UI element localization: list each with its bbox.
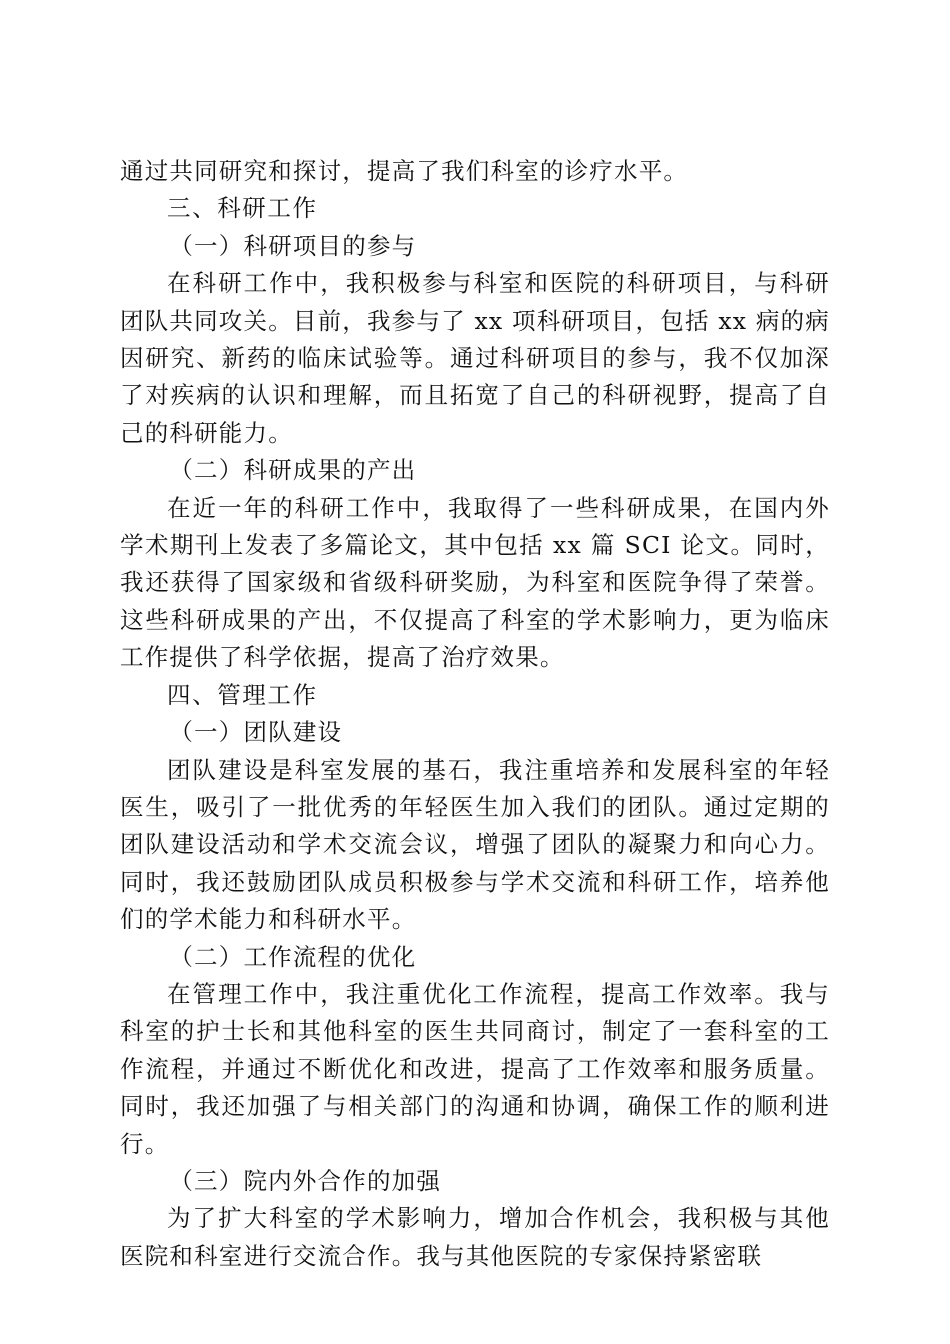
- lead-paragraph-continuation: 通过共同研究和探讨，提高了我们科室的诊疗水平。: [120, 157, 689, 185]
- subsection-heading-cooperation: （三）院内外合作的加强: [169, 1166, 442, 1195]
- subsection-heading-research-output: （二）科研成果的产出: [169, 456, 417, 485]
- section-heading-research: 三、科研工作: [167, 194, 318, 223]
- document-body: [120, 153, 830, 1275]
- subsection-heading-team-building: （一）团队建设: [169, 718, 343, 747]
- paragraph-workflow: 在管理工作中，我注重优化工作流程，提高工作效率。我与科室的护士长和其他科室的医生共同商讨，制定了一套科室的工作流程，并通过不断优化和改进，提高了工作效率和服务质量。同时，我还加强了与相关部门的沟通和协调，确保工作的顺利进行。: [120, 979, 830, 1158]
- subsection-heading-research-projects: （一）科研项目的参与: [169, 231, 417, 260]
- paragraph-cooperation: 为了扩大科室的学术影响力，增加合作机会，我积极与其他医院和科室进行交流合作。我与其他医院的专家保持紧密联: [120, 1204, 830, 1270]
- section-heading-management: 四、管理工作: [167, 680, 318, 709]
- paragraph-research-output: 在近一年的科研工作中，我取得了一些科研成果，在国内外学术期刊上发表了多篇论文，其中包括 xx 篇 SCI 论文。同时，我还获得了国家级和省级科研奖励，为科室和医院争得了荣誉。这些科研成果的产出，不仅提高了科室的学术影响力，更为临床工作提供了科学依据，提高了治疗效果。: [120, 493, 830, 672]
- paragraph-team-building: 团队建设是科室发展的基石，我注重培养和发展科室的年轻医生，吸引了一批优秀的年轻医生加入我们的团队。通过定期的团队建设活动和学术交流会议，增强了团队的凝聚力和向心力。同时，我还鼓励团队成员积极参与学术交流和科研工作，培养他们的学术能力和科研水平。: [120, 755, 830, 934]
- subsection-heading-workflow: （二）工作流程的优化: [169, 942, 417, 971]
- paragraph-research-projects: 在科研工作中，我积极参与科室和医院的科研项目，与科研团队共同攻关。目前，我参与了 xx 项科研项目，包括 xx 病的病因研究、新药的临床试验等。通过科研项目的参与，我不仅加深了对疾病的认识和理解，而且拓宽了自己的科研视野，提高了自己的科研能力。: [120, 269, 830, 447]
